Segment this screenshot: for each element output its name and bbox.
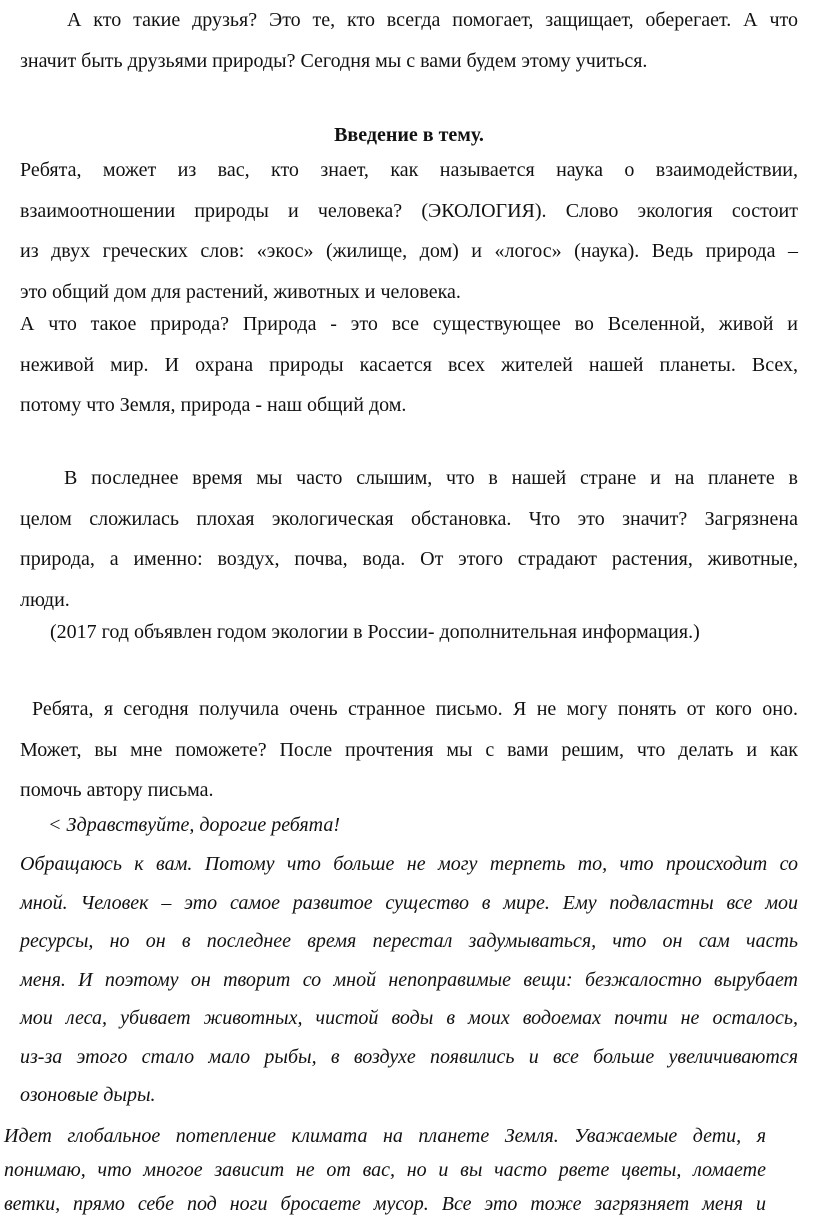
nature-line-3: потому что Земля, природа - наш общий дом. [20, 394, 407, 416]
letter-greeting: < Здравствуйте, дорогие ребята! [48, 814, 341, 836]
letter-body-line-5: мои леса, убивает животных, чистой воды в моих водоемах почти не осталось, [20, 1007, 798, 1029]
letter-body-line-4: меня. И поэтому он творит со мной непоправимые вещи: безжалостно вырубает [20, 968, 798, 991]
letter-tail [4, 1119, 766, 1221]
ecology-line-3: из двух греческих слов: «экос» (жилище, дом) и «логос» (наука). Ведь природа – [20, 240, 798, 262]
intro-paragraph [20, 0, 798, 81]
situation-line-3: природа, а именно: воздух, почва, вода. От этого страдают растения, животные, [20, 548, 798, 570]
letter-body [20, 845, 798, 1115]
situation-line-1: В последнее время мы часто слышим, что в нашей стране и на планете в [64, 467, 798, 489]
nature-line-2: неживой мир. И охрана природы касается всех жителей нашей планеты. Всех, [20, 353, 798, 376]
letter-intro-line-1: Ребята, я сегодня получила очень странное письмо. Я не могу понять от кого оно. [32, 698, 798, 720]
letter-intro-paragraph [20, 689, 798, 811]
ecology-line-1: Ребята, может из вас, кто знает, как называется наука о взаимодействии, [20, 159, 798, 181]
ecology-line-4: это общий дом для растений, животных и человека. [20, 280, 461, 303]
letter-tail-line-1: Идет глобальное потепление климата на планете Земля. Уважаемые дети, я [4, 1125, 766, 1147]
letter-body-line-2: мной. Человек – это самое развитое существо в мире. Ему подвластны все мои [20, 891, 798, 914]
nature-paragraph [20, 304, 798, 426]
letter-body-line-1: Обращаюсь к вам. Потому что больше не могу терпеть то, что происходит со [20, 853, 798, 875]
ecology-line-2: взаимоотношении природы и человека? (ЭКОЛОГИЯ). Слово экология состоит [20, 199, 798, 222]
note-2017: (2017 год объявлен годом экологии в России- дополнительная информация.) [50, 621, 700, 643]
letter-body-line-7: озоновые дыры. [20, 1084, 156, 1106]
ecology-paragraph [20, 150, 798, 312]
letter-intro-line-3: помочь автору письма. [20, 779, 214, 801]
section-heading: Введение в тему. [334, 124, 484, 146]
situation-paragraph [20, 458, 798, 620]
letter-body-line-6: из-за этого стало мало рыбы, в воздухе появились и все больше увеличиваются [20, 1045, 798, 1068]
letter-tail-line-3: ветки, прямо себе под ноги бросаете мусор. Все это тоже загрязняет меня и [4, 1193, 766, 1215]
situation-line-4: люди. [20, 588, 70, 611]
letter-intro-line-2: Может, вы мне поможете? После прочтения мы с вами решим, что делать и как [20, 738, 798, 761]
nature-line-1: А что такое природа? Природа - это все существующее во Вселенной, живой и [20, 313, 798, 335]
situation-line-2: целом сложилась плохая экологическая обстановка. Что это значит? Загрязнена [20, 507, 798, 530]
intro-line-1: А кто такие друзья? Это те, кто всегда помогает, защищает, оберегает. А что [67, 9, 798, 31]
letter-tail-line-2: понимаю, что многое зависит не от вас, но и вы часто рвете цветы, ломаете [4, 1159, 766, 1181]
letter-body-line-3: ресурсы, но он в последнее время перестал задумываться, что он сам часть [20, 930, 798, 952]
intro-line-2: значит быть друзьями природы? Сегодня мы с вами будем этому учиться. [20, 49, 648, 72]
